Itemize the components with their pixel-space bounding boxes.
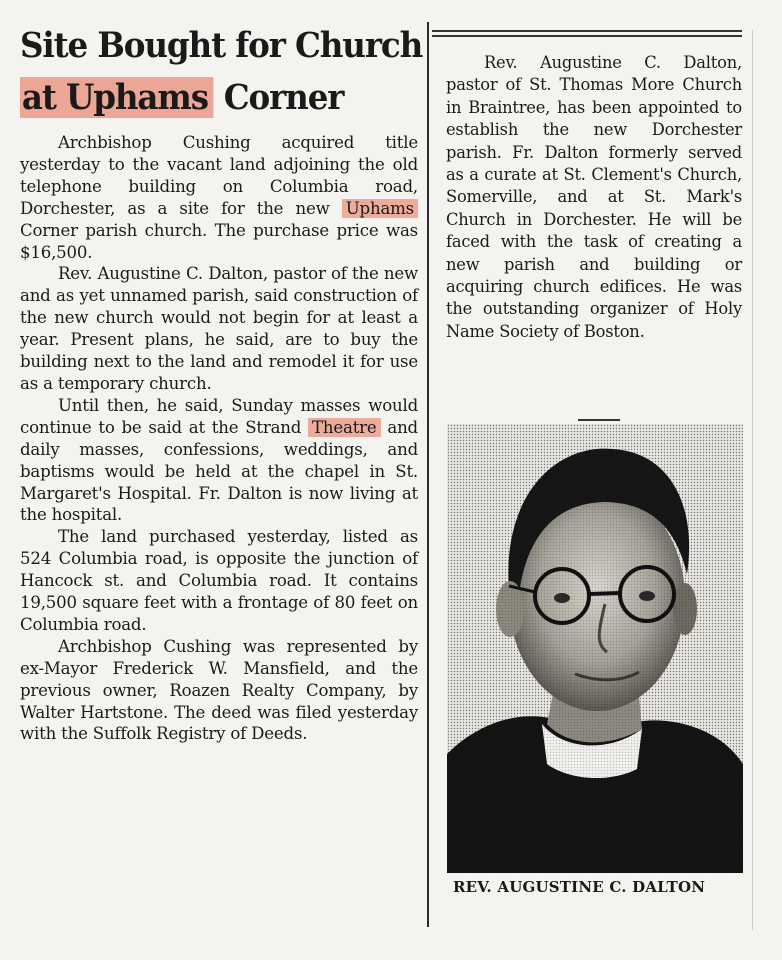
right-edge-rule (752, 30, 753, 930)
article-left-column (20, 20, 423, 745)
headline (20, 20, 423, 124)
sidebar-paragraph: Rev. Augustine C. Dalton, pastor of St. Thomas More Church in Braintree, has been appointed to establish the new Dorchester parish. Fr. Dalton formerly served as a curate at St. Clement's Church, Somerville, and at St. Mark's Church in Dorchester. He will be faced with the task of creating a new parish and building or acquiring church edifices. He was the outstanding organizer of Holy Name Society of Boston. (446, 53, 742, 341)
paragraph-3-text-a: Until then, he said, Sunday masses would continue to be said at the Strand (20, 395, 418, 437)
headline-line-1: Site Bought for Church (20, 25, 423, 66)
portrait-photo (447, 424, 743, 873)
portrait-illustration (447, 424, 743, 873)
paragraph-1-text-a: Archbishop Cushing acquired title yesterday to the vacant land adjoining the old telephone building on Columbia road, Dorchester, as a site for the new (20, 133, 418, 218)
paragraph-2: Rev. Augustine C. Dalton, pastor of the new and as yet unnamed parish, said construction of the new church would not begin for at least a year. Present plans, he said, are to buy the building next to the land and remodel it for use as a temporary church. (20, 264, 418, 393)
headline-highlight: at Uphams (20, 77, 214, 118)
article-body (20, 132, 418, 745)
paragraph-5: Archbishop Cushing was represented by ex-Mayor Frederick W. Mansfield, and the previous owner, Roazen Realty Company, by Walter Hartstone. The deed was filed yesterday with the Suffolk Registry of Deeds. (20, 636, 418, 744)
paragraph-3-text-b: and daily masses, confessions, weddings, and baptisms would be held at the chapel in St. Margaret's Hospital. Fr. Dalton is now living at the hospital. (20, 417, 418, 525)
sidebar-body (446, 52, 742, 343)
paragraph-1 (20, 132, 418, 263)
column-divider (427, 22, 429, 927)
short-divider (578, 419, 620, 421)
headline-line-2: Corner (213, 77, 344, 118)
paragraph-3 (20, 395, 418, 526)
paragraph-4: The land purchased yesterday, listed as 524 Columbia road, is opposite the junction of Hancock st. and Columbia road. It contains 19,500 square feet with a frontage of 80 feet on Columbia road. (20, 527, 418, 634)
paragraph-1-text-b: Corner parish church. The purchase price was $16,500. (20, 220, 418, 262)
photo-caption: REV. AUGUSTINE C. DALTON (453, 878, 706, 896)
article-right-column (446, 30, 742, 343)
highlight-theatre: Theatre (308, 418, 381, 437)
highlight-uphams: Uphams (342, 199, 418, 218)
